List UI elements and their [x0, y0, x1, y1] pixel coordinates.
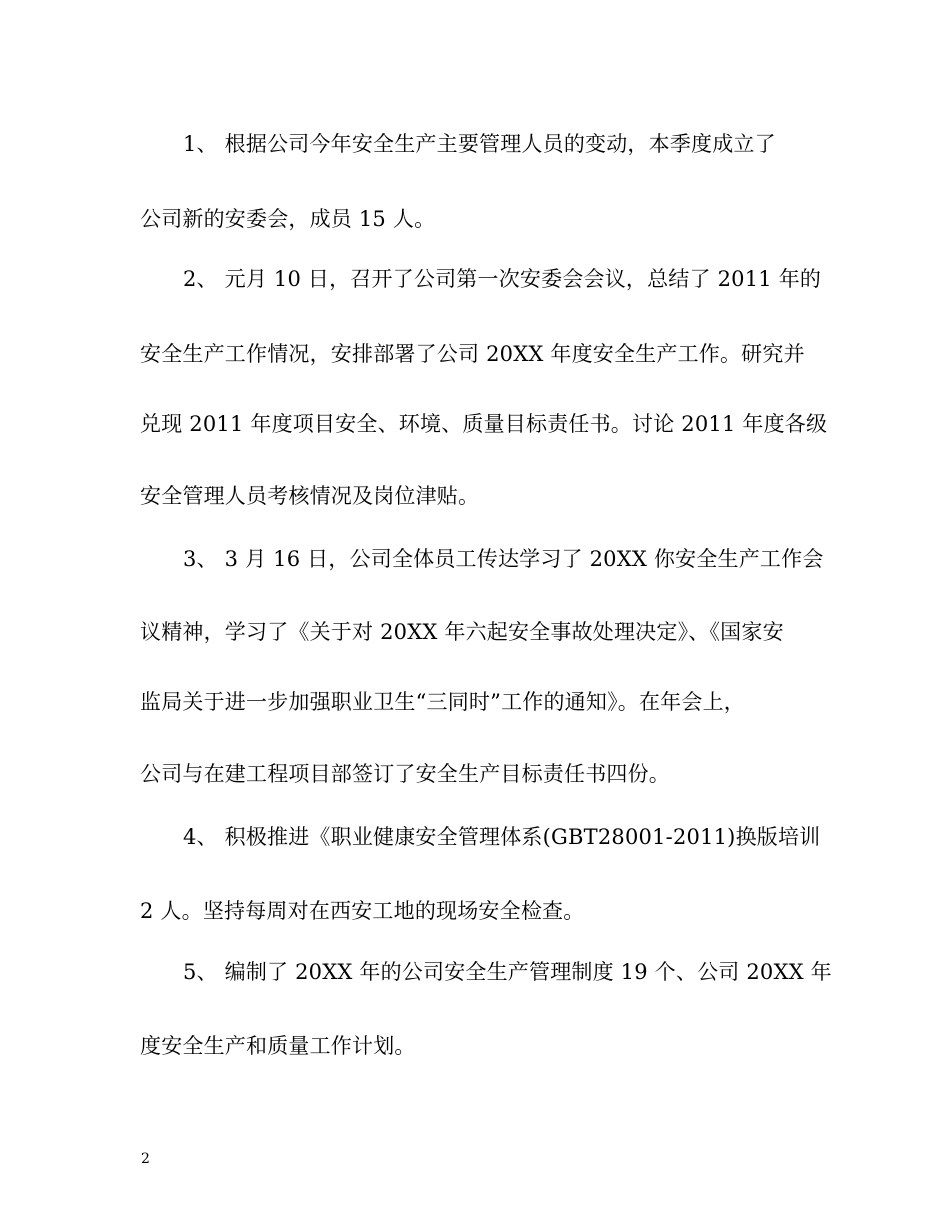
item-3-line-1: 3、 3 月 16 日，公司全体员工传达学习了 20XX 你安全生产工作会: [183, 547, 824, 571]
item-2-line-2: 安全生产工作情况，安排部署了公司 20XX 年度安全生产工作。研究并: [140, 342, 805, 366]
item-1-line-1: 1、 根据公司今年安全生产主要管理人员的变动，本季度成立了: [183, 132, 776, 156]
item-4-line-1: 4、 积极推进《职业健康安全管理体系(GBT28001-2011)换版培训: [183, 825, 821, 849]
item-5-line-2: 度安全生产和质量工作计划。: [140, 1034, 416, 1058]
item-3-line-3: 监局关于进一步加强职业卫生“三同时”工作的通知》。在年会上，: [140, 690, 745, 714]
item-3-line-4: 公司与在建工程项目部签订了安全生产目标责任书四份。: [140, 762, 670, 786]
item-1-line-2: 公司新的安委会，成员 15 人。: [140, 207, 436, 231]
item-4-line-2: 2 人。坚持每周对在西安工地的现场安全检查。: [140, 899, 585, 923]
item-5-line-1: 5、 编制了 20XX 年的公司安全生产管理制度 19 个、公司 20XX 年: [183, 960, 832, 984]
page-number: 2: [141, 1151, 150, 1167]
item-2-line-1: 2、 元月 10 日，召开了公司第一次安委会会议，总结了 2011 年的: [183, 267, 822, 291]
item-2-line-4: 安全管理人员考核情况及岗位津贴。: [140, 484, 480, 508]
item-3-line-2: 议精神，学习了《关于对 20XX 年六起安全事故处理决定》、《国家安: [140, 620, 784, 644]
item-2-line-3: 兑现 2011 年度项目安全、环境、质量目标责任书。讨论 2011 年度各级: [140, 412, 828, 436]
